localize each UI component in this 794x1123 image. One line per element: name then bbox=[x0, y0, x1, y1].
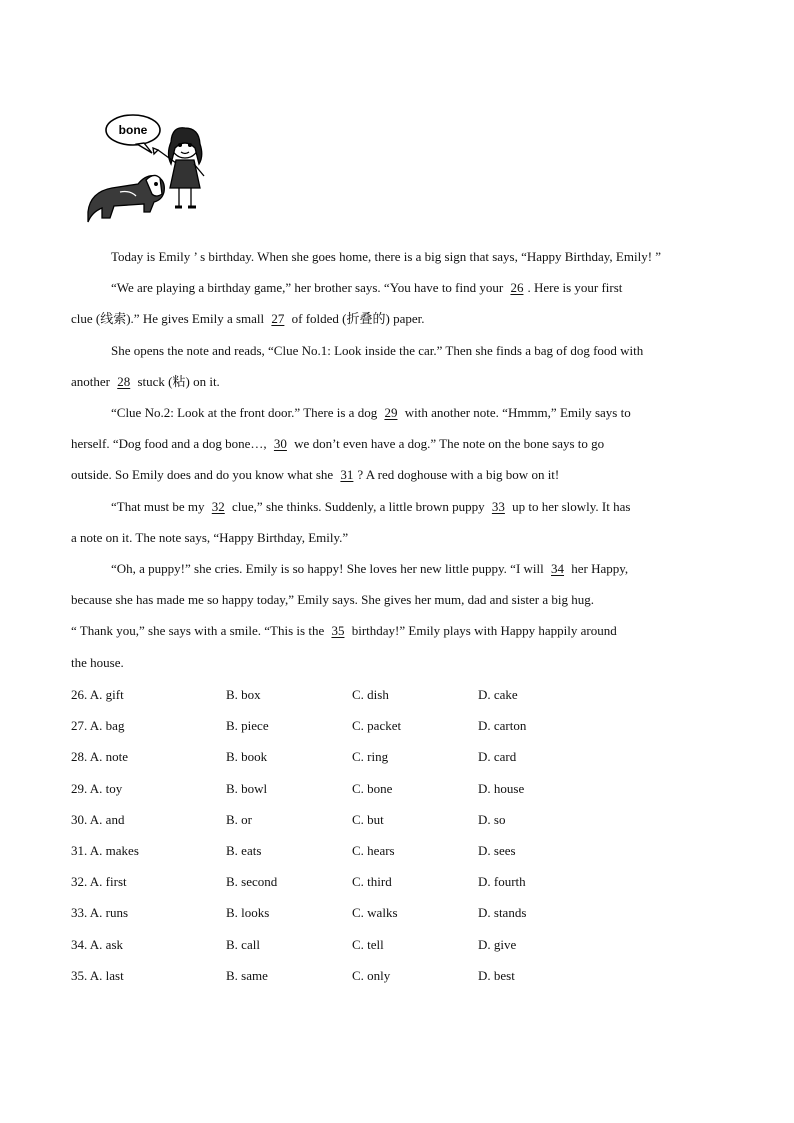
option-a: 28. A. note bbox=[71, 749, 129, 765]
passage-text: clue (线索).” He gives Emily a small bbox=[71, 311, 268, 327]
passage-text: a note on it. The note says, “Happy Birthday, Emily.” bbox=[71, 529, 349, 545]
option-d: D. so bbox=[478, 811, 506, 827]
option-row bbox=[71, 866, 604, 897]
option-a: 30. A. and bbox=[71, 811, 125, 827]
option-a: 29. A. toy bbox=[71, 780, 123, 796]
option-c: C. bone bbox=[352, 780, 393, 796]
bubble-text: bone bbox=[118, 123, 148, 137]
option-row bbox=[71, 960, 604, 991]
passage-text: up to her slowly. It has bbox=[508, 498, 631, 514]
option-c: C. packet bbox=[352, 718, 402, 734]
passage-text: another bbox=[71, 373, 114, 389]
option-c: C. tell bbox=[352, 936, 384, 952]
blank-33: 33 bbox=[491, 498, 505, 514]
paragraph-6 bbox=[71, 553, 723, 584]
option-a: 31. A. makes bbox=[71, 842, 139, 858]
passage-text: “That must be my bbox=[111, 498, 208, 514]
option-d: D. house bbox=[478, 780, 525, 796]
paragraph-2 bbox=[71, 272, 723, 303]
option-d: D. fourth bbox=[478, 874, 526, 890]
passage-text: the house. bbox=[71, 654, 124, 670]
reading-passage bbox=[71, 241, 723, 678]
option-d: D. stands bbox=[478, 905, 527, 921]
passage-text: clue,” she thinks. Suddenly, a little brown puppy bbox=[228, 498, 488, 514]
paragraph-3 bbox=[71, 335, 723, 366]
paragraph-6-cont bbox=[71, 584, 723, 615]
option-b: B. piece bbox=[226, 718, 269, 734]
answer-options bbox=[71, 679, 604, 991]
paragraph-7-cont bbox=[71, 647, 723, 678]
paragraph-4 bbox=[71, 397, 723, 428]
passage-text: She opens the note and reads, “Clue No.1: Look inside the car.” Then she finds a bag of dog food with bbox=[111, 342, 644, 358]
passage-text: “Oh, a puppy!” she cries. Emily is so happy! She loves her new little puppy. “I will bbox=[111, 561, 548, 577]
option-row bbox=[71, 804, 604, 835]
option-c: C. only bbox=[352, 967, 391, 983]
option-c: C. third bbox=[352, 874, 392, 890]
option-b: B. or bbox=[226, 811, 252, 827]
blank-34: 34 bbox=[551, 561, 565, 577]
speech-bubble bbox=[106, 115, 160, 153]
passage-text: herself. “Dog food and a dog bone…, bbox=[71, 436, 270, 452]
option-c: C. ring bbox=[352, 749, 389, 765]
paragraph-3-cont bbox=[71, 366, 723, 397]
option-a: 32. A. first bbox=[71, 874, 127, 890]
option-d: D. cake bbox=[478, 687, 518, 702]
paragraph-7 bbox=[71, 615, 723, 646]
option-d: D. card bbox=[478, 749, 517, 765]
option-b: B. eats bbox=[226, 842, 262, 858]
option-a: 33. A. runs bbox=[71, 905, 129, 921]
dog-figure bbox=[88, 175, 164, 222]
passage-text: her Happy, bbox=[568, 561, 629, 577]
paragraph-4-cont bbox=[71, 428, 723, 459]
passage-text: “ Thank you,” she says with a smile. “This is the bbox=[71, 623, 328, 639]
passage-text: stuck (粘) on it. bbox=[134, 373, 220, 389]
option-row bbox=[71, 710, 604, 741]
option-d: D. give bbox=[478, 936, 517, 952]
option-a: 27. A. bag bbox=[71, 718, 125, 734]
option-b: B. second bbox=[226, 874, 278, 890]
option-a: 35. A. last bbox=[71, 967, 124, 983]
blank-26: 26 bbox=[510, 280, 524, 296]
option-row bbox=[71, 773, 604, 804]
option-row bbox=[71, 679, 604, 710]
option-d: D. best bbox=[478, 967, 515, 983]
blank-31: 31 bbox=[340, 467, 354, 483]
option-b: B. book bbox=[226, 749, 268, 765]
blank-29: 29 bbox=[384, 405, 398, 421]
paragraph-5-cont bbox=[71, 522, 723, 553]
option-b: B. looks bbox=[226, 905, 270, 921]
option-row bbox=[71, 741, 604, 772]
blank-30: 30 bbox=[273, 436, 287, 452]
option-row bbox=[71, 929, 604, 960]
option-a: 26. A. gift bbox=[71, 687, 124, 702]
passage-text: outside. So Emily does and do you know what she bbox=[71, 467, 337, 483]
blank-32: 32 bbox=[211, 498, 225, 514]
option-c: C. walks bbox=[352, 905, 398, 921]
option-row bbox=[71, 835, 604, 866]
paragraph-2-cont bbox=[71, 303, 723, 334]
passage-text: birthday!” Emily plays with Happy happily around bbox=[348, 623, 617, 639]
option-b: B. bowl bbox=[226, 780, 268, 796]
option-c: C. dish bbox=[352, 687, 389, 702]
passage-text: “We are playing a birthday game,” her brother says. “You have to find your bbox=[111, 280, 507, 296]
passage-text: we don’t even have a dog.” The note on the bone says to go bbox=[290, 436, 605, 452]
passage-text: of folded (折叠的) paper. bbox=[288, 311, 425, 327]
option-b: B. box bbox=[226, 687, 261, 702]
passage-text: ? A red doghouse with a big bow on it! bbox=[357, 467, 560, 483]
paragraph-1 bbox=[71, 241, 723, 272]
option-row bbox=[71, 897, 604, 928]
option-c: C. hears bbox=[352, 842, 395, 858]
blank-28: 28 bbox=[117, 373, 131, 389]
blank-27: 27 bbox=[271, 311, 285, 327]
passage-text: “Clue No.2: Look at the front door.” There is a dog bbox=[111, 405, 381, 421]
option-a: 34. A. ask bbox=[71, 936, 123, 952]
paragraph-5 bbox=[71, 491, 723, 522]
option-d: D. carton bbox=[478, 718, 527, 734]
option-d: D. sees bbox=[478, 842, 516, 858]
passage-text: Today is Emily ’ s birthday. When she goes home, there is a big sign that says, “Happy Birthday, Emily! ” bbox=[111, 249, 662, 264]
blank-35: 35 bbox=[331, 623, 345, 639]
passage-text: . Here is your first bbox=[527, 280, 623, 296]
option-b: B. same bbox=[226, 967, 268, 983]
paragraph-4-cont2 bbox=[71, 459, 723, 490]
passage-text: because she has made me so happy today,” Emily says. She gives her mum, dad and sister a big hug. bbox=[71, 592, 595, 608]
illustration-girl-and-dog bbox=[80, 108, 220, 230]
passage-text: with another note. “Hmmm,” Emily says to bbox=[401, 405, 631, 421]
option-c: C. but bbox=[352, 811, 384, 827]
option-b: B. call bbox=[226, 936, 260, 952]
